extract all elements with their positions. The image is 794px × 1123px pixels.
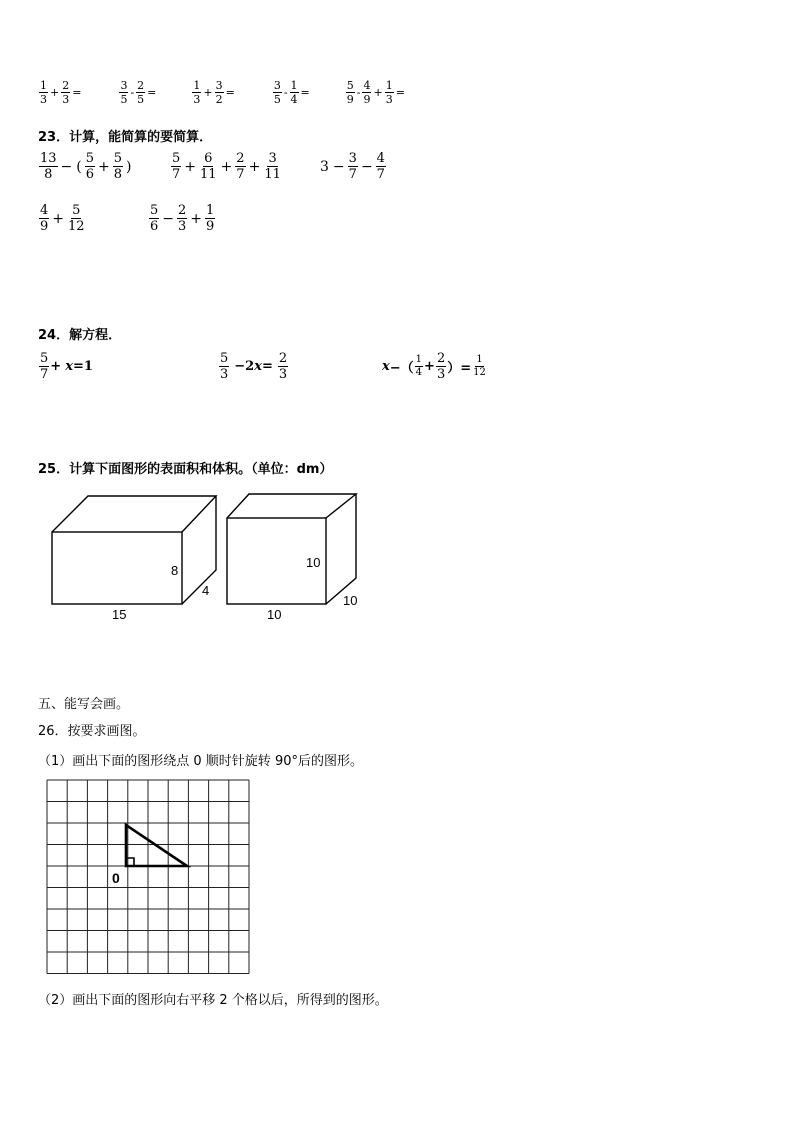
numerator: 1 — [290, 79, 298, 92]
cube-figure — [227, 494, 356, 604]
operator: + — [248, 158, 261, 175]
operator: + — [50, 86, 60, 99]
fraction — [219, 352, 229, 381]
denominator: 3 — [278, 367, 288, 382]
numerator: 2 — [436, 351, 446, 366]
fraction — [192, 80, 201, 105]
eq2-variable: x — [254, 359, 262, 374]
operator: − — [162, 210, 175, 227]
denominator: 3 — [436, 367, 446, 382]
numerator: 1 — [40, 79, 47, 92]
numerator: 5 — [72, 203, 81, 218]
numerator: 2 — [236, 151, 245, 166]
eq2-minus-2: −2 — [234, 359, 255, 374]
numerator: 5 — [346, 79, 354, 92]
denominator: 7 — [172, 167, 181, 182]
fraction — [119, 80, 128, 105]
operator: − — [332, 158, 345, 175]
fraction — [235, 152, 245, 181]
denominator: 3 — [178, 219, 187, 234]
right-triangle — [126, 825, 187, 866]
denominator: 3 — [40, 93, 47, 106]
numerator: 2 — [278, 351, 288, 366]
numerator: 2 — [137, 79, 145, 92]
numerator: 1 — [385, 79, 393, 92]
q22-expression — [345, 80, 406, 105]
denominator: 3 — [62, 93, 70, 106]
denominator: 6 — [150, 219, 159, 234]
fraction — [415, 355, 423, 378]
operator: + — [220, 158, 233, 175]
denominator: 5 — [137, 93, 145, 106]
fraction — [149, 204, 159, 233]
cube-side-face — [326, 494, 356, 604]
denominator: 2 — [215, 93, 223, 106]
fraction — [39, 352, 49, 381]
fraction — [39, 152, 58, 181]
numerator: 13 — [40, 151, 57, 166]
eq3-close-equals: ）= — [447, 361, 472, 376]
operator: - — [356, 86, 361, 99]
denominator: 9 — [40, 219, 49, 234]
fraction — [472, 355, 487, 378]
numerator: 1 — [193, 79, 201, 92]
q26-part1-instruction: （1）画出下面的图形绕点 0 顺时针旋转 90°后的图形。 — [38, 754, 363, 769]
denominator: 7 — [40, 367, 49, 382]
q26-grid-figure — [40, 776, 255, 976]
fraction — [85, 152, 95, 181]
q23-expr-1 — [38, 152, 134, 181]
number: 3 — [320, 158, 329, 175]
operator: = — [147, 86, 157, 99]
fraction — [215, 80, 224, 105]
denominator: 4 — [290, 93, 298, 106]
denominator: 12 — [473, 367, 486, 378]
denominator: 9 — [206, 219, 215, 234]
operator: - — [130, 86, 135, 99]
denominator: 7 — [236, 167, 245, 182]
denominator: 3 — [193, 93, 201, 106]
q23-expr-2 — [170, 152, 283, 181]
fraction — [39, 80, 48, 105]
numerator: 1 — [476, 354, 483, 365]
operator: = — [395, 86, 405, 99]
fraction — [346, 80, 355, 105]
cuboid-height-label: 8 — [171, 563, 179, 578]
cuboid-top-face — [52, 496, 216, 532]
operator: - — [283, 86, 288, 99]
fraction — [113, 152, 123, 181]
numerator: 1 — [206, 203, 215, 218]
cuboid-figure — [52, 496, 216, 604]
numerator: 5 — [113, 151, 123, 166]
q23-expr-3 — [318, 152, 387, 181]
eq1-plus: + — [50, 359, 62, 374]
q22-expression — [272, 80, 311, 105]
denominator: 9 — [363, 93, 371, 106]
operator: − — [60, 158, 73, 175]
operator: + — [184, 158, 197, 175]
q24-equation-2 — [218, 352, 289, 381]
q26-part2-instruction: （2）画出下面的图形向右平移 2 个格以后，所得到的图形。 — [38, 993, 388, 1008]
operator: + — [52, 210, 65, 227]
q23-expr-4 — [38, 204, 87, 233]
fraction — [61, 80, 70, 105]
numerator: 5 — [150, 203, 159, 218]
denominator: 3 — [385, 93, 393, 106]
numerator: 6 — [204, 151, 213, 166]
eq3-plus: + — [424, 359, 435, 374]
numerator: 3 — [348, 151, 357, 166]
q24-title: 24．解方程． — [38, 328, 122, 343]
fraction — [39, 204, 49, 233]
numerator: 2 — [178, 203, 187, 218]
eq3-variable: x — [382, 359, 390, 374]
cube-height-label: 10 — [306, 555, 321, 570]
fraction — [385, 80, 394, 105]
cuboid-width-label: 4 — [202, 583, 210, 598]
numerator: 4 — [376, 151, 385, 166]
numerator: 4 — [363, 79, 371, 92]
denominator: 4 — [415, 367, 423, 378]
denominator: 9 — [346, 93, 354, 106]
cube-top-face — [227, 494, 356, 518]
fraction — [362, 80, 371, 105]
numerator: 3 — [215, 79, 223, 92]
q23-title: 23．计算，能简算的要简算． — [38, 130, 213, 145]
fraction — [205, 204, 215, 233]
fraction — [171, 152, 181, 181]
fraction — [290, 80, 299, 105]
fraction — [278, 352, 288, 381]
numerator: 1 — [415, 354, 423, 365]
cuboid-length-label: 15 — [112, 607, 127, 622]
eq2-equals: = — [262, 359, 273, 374]
operator: = — [72, 86, 82, 99]
numerator: 5 — [172, 151, 181, 166]
cuboid-front-face — [52, 532, 182, 604]
q24-equation-3 — [382, 352, 488, 381]
denominator: 3 — [220, 367, 229, 382]
fraction — [136, 80, 145, 105]
denominator: 8 — [44, 167, 53, 182]
operator: + — [98, 158, 110, 175]
grid-lines — [47, 780, 249, 974]
eq1-rhs: =1 — [72, 359, 93, 374]
denominator: 5 — [273, 93, 281, 106]
operator: = — [225, 86, 235, 99]
q22-expression — [118, 80, 157, 105]
numerator: 5 — [85, 151, 95, 166]
fraction — [376, 152, 386, 181]
denominator: 12 — [68, 219, 85, 234]
fraction — [348, 152, 358, 181]
numerator: 3 — [120, 79, 128, 92]
rotation-point-label: 0 — [112, 870, 120, 886]
operator: + — [373, 86, 383, 99]
eq1-variable: x — [65, 359, 73, 374]
q22-expression — [191, 80, 235, 105]
operator: − — [360, 158, 373, 175]
q25-figures — [38, 486, 368, 626]
cube-edge-label: 10 — [267, 607, 282, 622]
q25-title: 25．计算下面图形的表面积和体积。（单位：dm） — [38, 462, 333, 477]
fraction — [436, 352, 446, 381]
q26-title: 26．按要求画图。 — [38, 724, 146, 739]
cuboid-side-face — [182, 496, 216, 604]
denominator: 7 — [376, 167, 385, 182]
fraction — [263, 152, 282, 181]
operator: ) — [126, 158, 132, 175]
numerator: 5 — [220, 351, 229, 366]
denominator: 11 — [264, 167, 281, 182]
operator: = — [300, 86, 310, 99]
operator: ( — [76, 158, 82, 175]
denominator: 6 — [85, 167, 95, 182]
q22-expressions — [38, 80, 406, 105]
numerator: 3 — [268, 151, 277, 166]
section-5-title: 五、能写会画。 — [38, 697, 130, 712]
operator: + — [190, 210, 203, 227]
fraction — [199, 152, 218, 181]
denominator: 8 — [113, 167, 123, 182]
denominator: 7 — [348, 167, 357, 182]
numerator: 4 — [40, 203, 49, 218]
q24-equation-1 — [38, 352, 93, 381]
fraction — [177, 204, 187, 233]
denominator: 11 — [200, 167, 217, 182]
q22-expression — [38, 80, 82, 105]
numerator: 5 — [40, 351, 49, 366]
cube-depth-label: 10 — [343, 593, 358, 608]
eq3-open: −（ — [389, 361, 414, 376]
operator: + — [203, 86, 213, 99]
denominator: 5 — [120, 93, 128, 106]
numerator: 2 — [62, 79, 70, 92]
q23-expr-5 — [148, 204, 216, 233]
fraction — [67, 204, 86, 233]
fraction — [273, 80, 282, 105]
numerator: 3 — [273, 79, 281, 92]
